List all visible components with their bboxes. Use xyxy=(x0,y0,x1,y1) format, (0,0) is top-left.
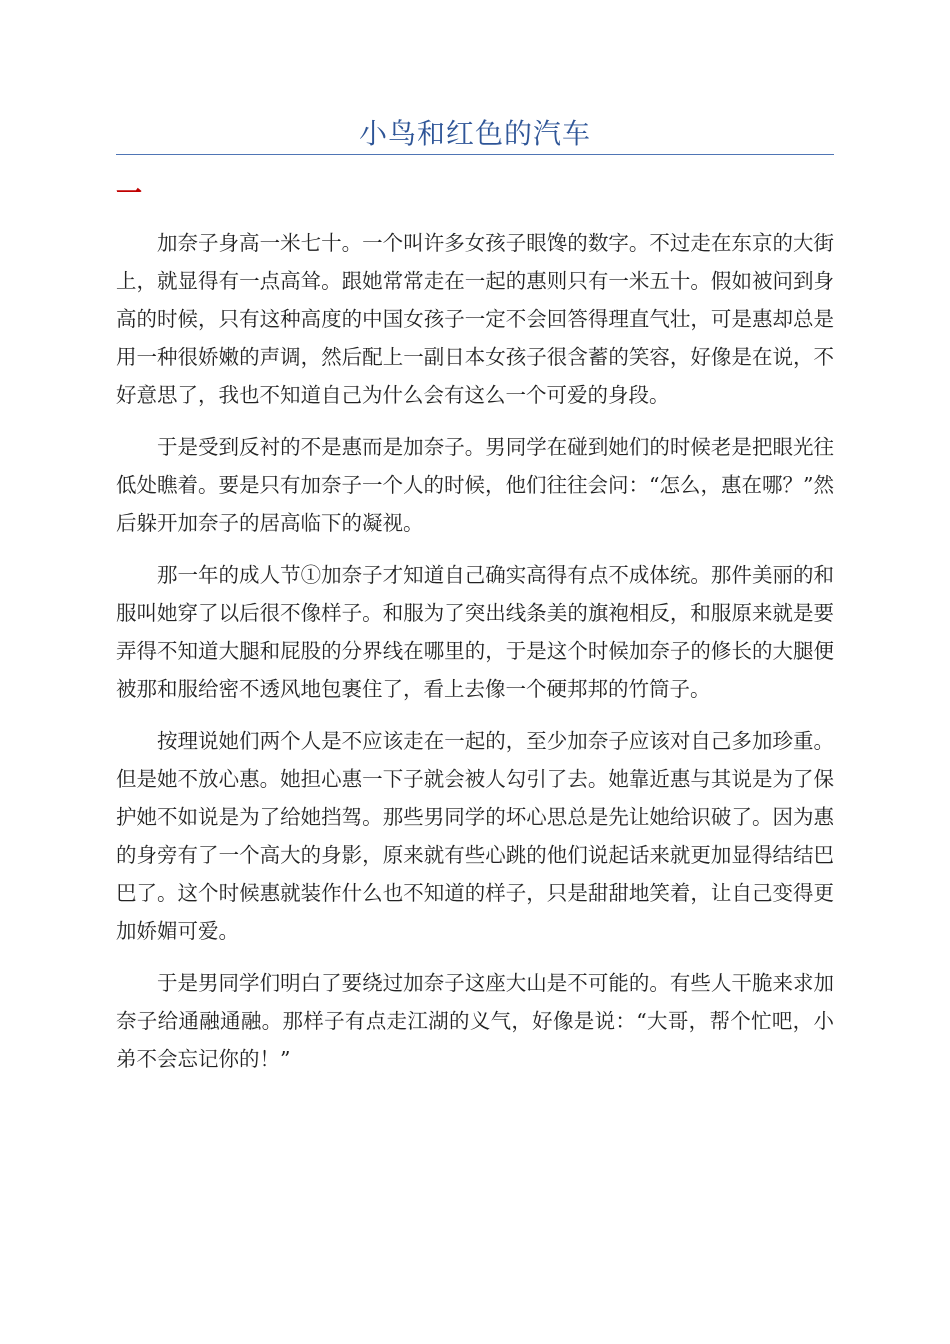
title-divider xyxy=(116,154,834,155)
paragraph: 那一年的成人节①加奈子才知道自己确实高得有点不成体统。那件美丽的和服叫她穿了以后很不像样子。和服为了突出线条美的旗袍相反，和服原来就是要弄得不知道大腿和屁股的分界线在哪里的，于是这个时候加奈子的修长的大腿便被那和服给密不透风地包裹住了，看上去像一个硬邦邦的竹筒子。 xyxy=(116,563,834,701)
paragraph: 于是男同学们明白了要绕过加奈子这座大山是不可能的。有些人干脆来求加奈子给通融通融。那样子有点走江湖的义气，好像是说：“大哥，帮个忙吧，小弟不会忘记你的！” xyxy=(116,971,834,1071)
body-text xyxy=(116,224,834,1092)
paragraph: 于是受到反衬的不是惠而是加奈子。男同学在碰到她们的时候老是把眼光往低处瞧着。要是只有加奈子一个人的时候，他们往往会问：“怎么，惠在哪？”然后躲开加奈子的居高临下的凝视。 xyxy=(116,435,834,535)
paragraph: 按理说她们两个人是不应该走在一起的，至少加奈子应该对自己多加珍重。但是她不放心惠。她担心惠一下子就会被人勾引了去。她靠近惠与其说是为了保护她不如说是为了给她挡驾。那些男同学的坏心思总是先让她给识破了。因为惠的身旁有了一个高大的身影，原来就有些心跳的他们说起话来就更加显得结结巴巴了。这个时候惠就装作什么也不知道的样子，只是甜甜地笑着，让自己变得更加娇媚可爱。 xyxy=(116,729,834,943)
document-title: 小鸟和红色的汽车 xyxy=(358,117,591,150)
section-number: 一 xyxy=(116,179,143,209)
paragraph: 加奈子身高一米七十。一个叫许多女孩子眼馋的数字。不过走在东京的大街上，就显得有一点高耸。跟她常常走在一起的惠则只有一米五十。假如被问到身高的时候，只有这种高度的中国女孩子一定不会回答得理直气壮，可是惠却总是用一种很娇嫩的声调，然后配上一副日本女孩子很含蓄的笑容，好像是在说，不好意思了，我也不知道自己为什么会有这么一个可爱的身段。 xyxy=(116,231,834,407)
